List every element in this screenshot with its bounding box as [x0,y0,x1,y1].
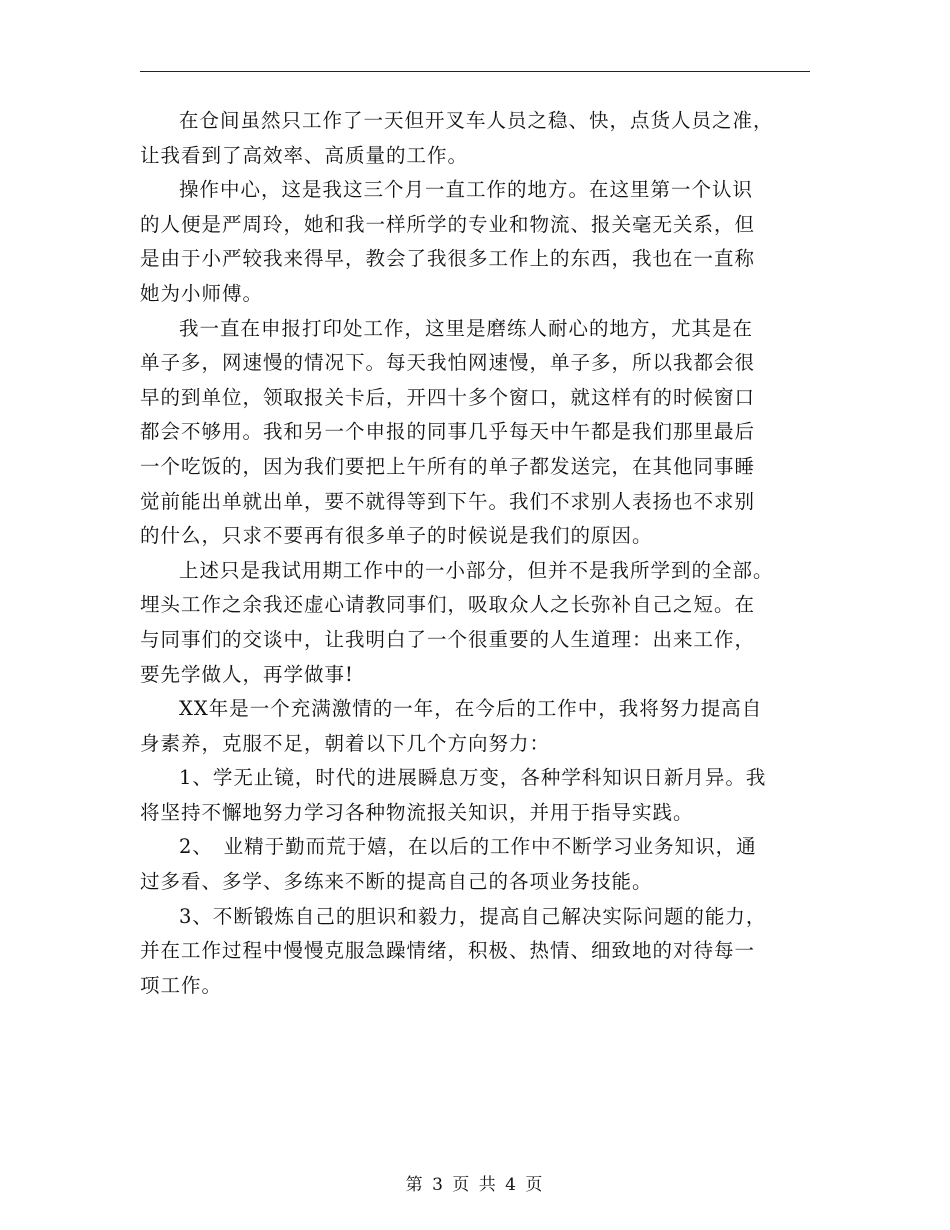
paragraph-line: 她为小师傅。 [140,281,264,305]
paragraph-line: 埋头工作之余我还虚心请教同事们，吸取众人之长弥补自己之短。在 [140,593,756,617]
paragraph-line: 早的到单位，领取报关卡后，开四十多个窗口，就这样有的时候窗口 [140,385,756,409]
paragraph-line: 在仓间虽然只工作了一天但开叉车人员之稳、快，点货人员之准， [179,109,774,132]
paragraph-line: 上述只是我试用期工作中的一小部分，但并不是我所学到的全部。 [179,558,774,582]
paragraph-line: 觉前能出单就出单，要不就得等到下午。我们不求别人表扬也不求别 [140,489,756,513]
paragraph-4 [140,554,810,692]
paragraph-line: XX年是一个充满激情的一年，在今后的工作中，我将努力提高自 [179,697,763,721]
paragraph-6 [140,761,810,830]
paragraph-line: 身素养，克服不足，朝着以下几个方向努力： [140,731,551,755]
paragraph-line: 与同事们的交谈中，让我明白了一个很重要的人生道理：出来工作， [140,627,756,651]
paragraph-line: 将坚持不懈地努力学习各种物流报关知识，并用于指导实践。 [140,800,694,824]
paragraph-line: 并在工作过程中慢慢克服急躁情绪，积极、热情、细致地的对待每一 [140,939,756,963]
paragraph-line: 一个吃饭的，因为我们要把上午所有的单子都发送完，在其他同事睡 [140,454,756,478]
paragraph-line: 的什么，只求不要再有很多单子的时候说是我们的原因。 [140,524,653,548]
paragraph-line: 都会不够用。我和另一个申报的同事几乎每天中午都是我们那里最后 [140,420,756,444]
paragraph-1 [140,104,810,173]
paragraph-5 [140,692,810,761]
paragraph-line: 项工作。 [140,973,223,997]
paragraph-line: 3、不断锻炼自己的胆识和毅力，提高自己解决实际问题的能力， [179,904,767,928]
paragraph-line: 单子多，网速慢的情况下。每天我怕网速慢，单子多，所以我都会很 [140,351,756,375]
paragraph-3 [140,312,810,554]
paragraph-8 [140,900,810,1004]
paragraph-line: 2、 业精于勤而荒于嬉，在以后的工作中不断学习业务知识，通 [179,835,757,859]
paragraph-line: 我一直在申报打印处工作，这里是磨练人耐心的地方，尤其是在 [179,316,754,340]
paragraph-line: 过多看、多学、多练来不断的提高自己的各项业务技能。 [140,870,653,894]
paragraph-7 [140,830,810,899]
page-number: 第 3 页 共 4 页 [405,1175,545,1195]
paragraph-line: 的人便是严周玲，她和我一样所学的专业和物流、报关毫无关系，但 [140,212,756,236]
document-body [140,104,810,1003]
paragraph-line: 要先学做人，再学做事! [140,662,354,686]
paragraph-line: 让我看到了高效率、高质量的工作。 [140,143,469,167]
paragraph-line: 1、学无止镜，时代的进展瞬息万变，各种学科知识日新月异。我 [179,766,767,790]
paragraph-line: 操作中心，这是我这三个月一直工作的地方。在这里第一个认识 [179,178,754,202]
paragraph-2 [140,173,810,311]
header-rule [140,71,810,72]
paragraph-line: 是由于小严较我来得早，教会了我很多工作上的东西，我也在一直称 [140,247,756,271]
